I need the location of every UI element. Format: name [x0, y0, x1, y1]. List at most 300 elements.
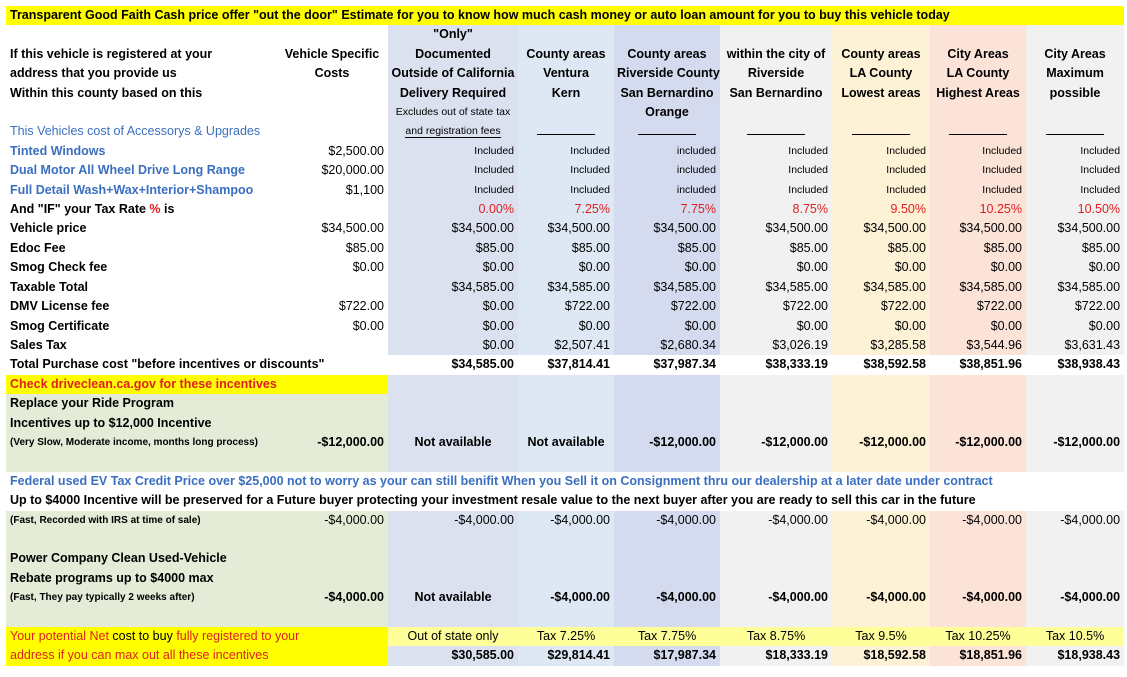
- table-cell: $2,680.34: [614, 336, 720, 355]
- table-cell: $34,585.00: [614, 278, 720, 297]
- table-cell: cost to buy: [112, 628, 177, 643]
- table-cell: $0.00: [614, 317, 720, 336]
- accessory-row: [6, 142, 1124, 161]
- table-cell: $722.00: [614, 297, 720, 316]
- table-cell: $37,814.41: [547, 357, 610, 372]
- table-cell: [388, 569, 518, 588]
- cost-row: [6, 258, 1124, 277]
- table-cell: $34,500.00: [388, 219, 518, 238]
- table-cell: -$4,000.00: [518, 588, 614, 607]
- table-cell: [832, 569, 930, 588]
- table-cell: [614, 452, 720, 471]
- table-cell: [388, 414, 518, 433]
- table-cell: [720, 25, 832, 44]
- table-cell: $18,851.96: [930, 646, 1026, 665]
- replace-ride-row: [6, 394, 1124, 413]
- table-cell: [720, 569, 832, 588]
- table-cell: Included: [930, 142, 1026, 161]
- table-cell: $85.00: [1026, 239, 1124, 258]
- total-row: [6, 355, 1124, 374]
- table-cell: $38,333.19: [765, 357, 828, 372]
- table-cell: $0.00: [388, 336, 518, 355]
- table-cell: [6, 627, 388, 646]
- table-cell: Tinted Windows: [10, 143, 106, 158]
- table-cell: [518, 394, 614, 413]
- table-cell: [832, 103, 930, 122]
- table-cell: $34,585.00: [518, 278, 614, 297]
- table-cell: [518, 549, 614, 568]
- table-cell: -$4,000.00: [1026, 588, 1124, 607]
- table-cell: $2,500.00: [328, 143, 384, 158]
- table-cell: Included: [388, 161, 518, 180]
- table-cell: [276, 278, 388, 297]
- table-cell: [6, 530, 388, 549]
- table-cell: Included: [518, 142, 614, 161]
- table-cell: -$12,000.00: [832, 433, 930, 452]
- table-cell: [614, 569, 720, 588]
- table-cell: [1026, 394, 1124, 413]
- table-cell: [6, 608, 388, 627]
- table-cell: [388, 375, 518, 394]
- table-cell: $722.00: [930, 297, 1026, 316]
- table-cell: [6, 452, 388, 471]
- table-cell: Included: [720, 161, 832, 180]
- table-cell: [276, 84, 388, 103]
- accessory-row: [6, 181, 1124, 200]
- table-cell: Replace your Ride Program: [6, 394, 388, 413]
- table-cell: $34,500.00: [720, 219, 832, 238]
- table-cell: [930, 414, 1026, 433]
- table-cell: Included: [518, 181, 614, 200]
- table-cell: San Bernardino: [720, 84, 832, 103]
- table-cell: $34,585.00: [930, 278, 1026, 297]
- table-cell: $722.00: [1026, 297, 1124, 316]
- table-cell: [930, 375, 1026, 394]
- table-cell: $0.00: [518, 317, 614, 336]
- table-cell: -$4,000.00: [518, 511, 614, 530]
- table-cell: [720, 103, 832, 122]
- table-cell: [6, 25, 276, 44]
- table-cell: Included: [930, 181, 1026, 200]
- table-cell: $3,026.19: [720, 336, 832, 355]
- table-cell: [1026, 569, 1124, 588]
- table-cell: $34,500.00: [930, 219, 1026, 238]
- table-cell: $85.00: [832, 239, 930, 258]
- table-cell: -$12,000.00: [276, 433, 388, 452]
- table-cell: Total Purchase cost "before incentives or discounts": [10, 357, 325, 372]
- cost-row: [6, 336, 1124, 355]
- table-cell: Riverside: [720, 64, 832, 83]
- table-cell: $38,851.96: [959, 357, 1022, 372]
- table-cell: [1026, 549, 1124, 568]
- table-cell: [388, 122, 518, 141]
- table-cell: Your potential Net: [10, 628, 113, 643]
- table-cell: $18,333.19: [720, 646, 832, 665]
- table-cell: [832, 394, 930, 413]
- table-cell: Outside of California: [388, 64, 518, 83]
- table-cell: $1,100: [345, 182, 384, 197]
- table-cell: [930, 549, 1026, 568]
- table-cell: $722.00: [518, 297, 614, 316]
- table-cell: -$4,000.00: [720, 511, 832, 530]
- table-cell: and registration fees: [405, 125, 501, 138]
- table-cell: Documented: [388, 45, 518, 64]
- table-cell: $0.00: [930, 258, 1026, 277]
- table-cell: Costs: [314, 66, 350, 81]
- table-cell: -$4,000.00: [720, 588, 832, 607]
- table-cell: $85.00: [614, 239, 720, 258]
- table-cell: $30,585.00: [388, 646, 518, 665]
- table-cell: [1026, 122, 1124, 141]
- table-cell: Smog Check fee: [10, 260, 108, 275]
- table-cell: Tax 7.75%: [614, 627, 720, 646]
- table-cell: $34,585.00: [388, 278, 518, 297]
- table-cell: Included: [1026, 142, 1124, 161]
- table-cell: $18,592.58: [832, 646, 930, 665]
- table-cell: [1026, 25, 1124, 44]
- cost-row: [6, 219, 1124, 238]
- table-cell: -$4,000.00: [832, 511, 930, 530]
- header-row: [6, 45, 1124, 64]
- table-cell: Rebate programs up to $4000 max: [6, 569, 388, 588]
- table-cell: [276, 336, 388, 355]
- table-cell: $0.00: [720, 258, 832, 277]
- table-cell: $0.00: [832, 258, 930, 277]
- table-cell: is: [160, 202, 175, 217]
- table-cell: LA County: [930, 64, 1026, 83]
- table-cell: Taxable Total: [10, 279, 89, 294]
- table-cell: [614, 122, 720, 141]
- table-cell: 10.25%: [930, 200, 1026, 219]
- accessories-heading: This Vehicles cost of Accessorys & Upgrades: [10, 124, 261, 139]
- table-cell: -$4,000.00: [614, 588, 720, 607]
- table-cell: [930, 103, 1026, 122]
- cost-row: [6, 278, 1124, 297]
- table-cell: Included: [1026, 161, 1124, 180]
- table-cell: [930, 452, 1026, 471]
- table-cell: Tax 7.25%: [518, 627, 614, 646]
- table-cell: $34,500.00: [321, 221, 384, 236]
- table-cell: [1026, 375, 1124, 394]
- table-cell: DMV License fee: [10, 299, 110, 314]
- table-cell: fully registered to your: [176, 628, 300, 643]
- table-cell: [1026, 103, 1124, 122]
- table-cell: If this vehicle is registered at your: [10, 46, 213, 61]
- table-cell: Edoc Fee: [10, 240, 66, 255]
- table-cell: Included: [518, 161, 614, 180]
- table-cell: $0.00: [518, 258, 614, 277]
- driveclean-link[interactable]: driveclean.ca.gov: [51, 376, 156, 391]
- table-cell: Included: [720, 181, 832, 200]
- table-cell: Tax 8.75%: [720, 627, 832, 646]
- table-cell: [518, 414, 614, 433]
- table-cell: San Bernardino: [614, 84, 720, 103]
- table-cell: [388, 549, 518, 568]
- table-cell: [614, 530, 720, 549]
- header-row: [6, 122, 1124, 141]
- table-cell: [518, 375, 614, 394]
- table-cell: [832, 25, 930, 44]
- table-cell: [614, 608, 720, 627]
- table-cell: [832, 375, 930, 394]
- replace-ride-row: [6, 414, 1124, 433]
- table-cell: $85.00: [388, 239, 518, 258]
- table-cell: [720, 394, 832, 413]
- table-cell: within the city of: [720, 45, 832, 64]
- table-cell: Power Company Clean Used-Vehicle: [6, 549, 388, 568]
- tax-rate-row: [6, 200, 1124, 219]
- net-cost-row: [6, 627, 1124, 646]
- table-cell: [930, 569, 1026, 588]
- table-cell: $0.00: [720, 317, 832, 336]
- table-cell: $0.00: [388, 317, 518, 336]
- table-cell: [832, 414, 930, 433]
- table-cell: -$12,000.00: [720, 433, 832, 452]
- table-cell: Federal used EV Tax Credit Price over $25,000 not to worry as your can still benifit When you Sell it on Consignment thru our dealership at a later date under contract: [10, 473, 993, 488]
- table-cell: -$12,000.00: [930, 433, 1026, 452]
- table-cell: Smog Certificate: [10, 318, 110, 333]
- table-cell: [1026, 452, 1124, 471]
- table-cell: $38,938.43: [1057, 357, 1121, 372]
- table-cell: [276, 122, 388, 141]
- table-cell: $34,585.00: [720, 278, 832, 297]
- table-cell: [720, 375, 832, 394]
- table-cell: LA County: [832, 64, 930, 83]
- table-cell: [518, 530, 614, 549]
- table-cell: included: [614, 181, 720, 200]
- table-cell: [6, 375, 388, 394]
- table-cell: Sales Tax: [10, 337, 67, 352]
- table-cell: Incentives up to $12,000 Incentive: [6, 414, 388, 433]
- cost-row: [6, 317, 1124, 336]
- table-cell: -$4,000.00: [832, 588, 930, 607]
- table-cell: -$4,000.00: [930, 588, 1026, 607]
- table-cell: for these incentives: [155, 376, 277, 391]
- table-cell: Maximum: [1026, 64, 1124, 83]
- table-cell: [388, 608, 518, 627]
- page-title: Transparent Good Faith Cash price offer "out the door" Estimate for you to know how much cash money or auto loan amount for you to buy this vehicle today: [6, 6, 1124, 25]
- table-cell: [720, 549, 832, 568]
- table-cell: $18,938.43: [1026, 646, 1124, 665]
- table-cell: 9.50%: [832, 200, 930, 219]
- table-cell: [832, 549, 930, 568]
- table-cell: County areas: [832, 45, 930, 64]
- table-cell: $34,500.00: [1026, 219, 1124, 238]
- table-cell: -$4,000.00: [930, 511, 1026, 530]
- table-cell: [614, 549, 720, 568]
- table-cell: $37,987.34: [653, 357, 716, 372]
- table-cell: [614, 394, 720, 413]
- table-cell: [518, 569, 614, 588]
- table-cell: [1026, 530, 1124, 549]
- table-cell: [720, 414, 832, 433]
- table-cell: Lowest areas: [832, 84, 930, 103]
- table-cell: [614, 375, 720, 394]
- net-cost-row: [6, 646, 1124, 665]
- header-row: [6, 25, 1124, 44]
- spacer-row: [6, 452, 1124, 471]
- table-cell: 0.00%: [388, 200, 518, 219]
- federal-credit-row: [6, 491, 1124, 510]
- table-cell: Not available: [518, 433, 614, 452]
- table-cell: And "IF" your Tax Rate: [10, 202, 150, 217]
- table-cell: [832, 452, 930, 471]
- header-row: [6, 84, 1124, 103]
- table-cell: -$4,000.00: [276, 588, 388, 607]
- table-cell: $3,544.96: [930, 336, 1026, 355]
- table-cell: [6, 200, 276, 219]
- table-cell: Included: [388, 181, 518, 200]
- table-cell: $0.00: [352, 318, 384, 333]
- table-cell: $85.00: [930, 239, 1026, 258]
- table-cell: $34,585.00: [1026, 278, 1124, 297]
- federal-credit-row: [6, 511, 1124, 530]
- table-cell: [1026, 608, 1124, 627]
- table-cell: $34,585.00: [451, 357, 514, 372]
- table-cell: $0.00: [832, 317, 930, 336]
- header-row: [6, 64, 1124, 83]
- estimate-table: [6, 6, 1124, 666]
- table-cell: $0.00: [1026, 258, 1124, 277]
- table-cell: [388, 394, 518, 413]
- table-cell: [1026, 414, 1124, 433]
- table-cell: Included: [388, 142, 518, 161]
- header-row: [6, 103, 1124, 122]
- table-cell: -$4,000.00: [388, 511, 518, 530]
- table-cell: address that you provide us: [10, 66, 177, 81]
- table-cell: City Areas: [930, 45, 1026, 64]
- table-cell: [518, 608, 614, 627]
- table-cell: Vehicle Specific: [284, 46, 380, 61]
- table-cell: Orange: [614, 103, 720, 122]
- table-cell: [388, 452, 518, 471]
- table-cell: Dual Motor All Wheel Drive Long Range: [10, 163, 245, 178]
- table-cell: included: [614, 161, 720, 180]
- table-cell: [930, 530, 1026, 549]
- table-cell: $2,507.41: [518, 336, 614, 355]
- table-cell: $0.00: [352, 260, 384, 275]
- table-cell: $722.00: [720, 297, 832, 316]
- table-cell: County areas: [518, 45, 614, 64]
- table-cell: -$12,000.00: [614, 433, 720, 452]
- table-cell: $20,000.00: [321, 163, 384, 178]
- table-cell: -$4,000.00: [1026, 511, 1124, 530]
- table-cell: [6, 103, 276, 122]
- table-cell: $3,285.58: [832, 336, 930, 355]
- table-cell: Vehicle price: [10, 221, 87, 236]
- table-cell: [276, 25, 388, 44]
- table-cell: $29,814.41: [518, 646, 614, 665]
- table-cell: $34,585.00: [832, 278, 930, 297]
- table-cell: Excludes out of state tax: [388, 103, 518, 122]
- table-cell: address if you can max out all these incentives: [6, 646, 388, 665]
- table-cell: [832, 122, 930, 141]
- accessory-row: [6, 161, 1124, 180]
- table-cell: Riverside County: [614, 64, 720, 83]
- table-cell: "Only": [388, 25, 518, 44]
- table-cell: included: [614, 142, 720, 161]
- table-cell: [720, 608, 832, 627]
- table-cell: Kern: [518, 84, 614, 103]
- table-cell: -$4,000.00: [276, 511, 388, 530]
- table-cell: $85.00: [345, 240, 384, 255]
- table-cell: $85.00: [518, 239, 614, 258]
- table-cell: -$4,000.00: [614, 511, 720, 530]
- table-cell: [276, 200, 388, 219]
- table-cell: Included: [930, 161, 1026, 180]
- table-cell: $722.00: [832, 297, 930, 316]
- spacer-row: [6, 608, 1124, 627]
- table-cell: $0.00: [930, 317, 1026, 336]
- table-cell: $85.00: [720, 239, 832, 258]
- table-cell: Check: [10, 376, 51, 391]
- table-cell: 7.75%: [614, 200, 720, 219]
- table-cell: Tax 10.25%: [930, 627, 1026, 646]
- power-rebate-row: [6, 588, 1124, 607]
- table-cell: Tax 10.5%: [1026, 627, 1124, 646]
- table-cell: 10.50%: [1026, 200, 1124, 219]
- table-cell: Not available: [388, 433, 518, 452]
- title-row: [6, 6, 1124, 25]
- table-cell: [614, 25, 720, 44]
- table-cell: [518, 452, 614, 471]
- table-cell: City Areas: [1026, 45, 1124, 64]
- table-cell: $722.00: [338, 299, 384, 314]
- table-cell: %: [149, 202, 161, 217]
- table-cell: [276, 103, 388, 122]
- table-cell: Delivery Required: [388, 84, 518, 103]
- table-cell: County areas: [614, 45, 720, 64]
- table-cell: Up to $4000 Incentive will be preserved for a Future buyer protecting your investment resale value to the next buyer after you are ready to sell this car in the future: [10, 493, 976, 508]
- check-incentives-row: [6, 375, 1124, 394]
- table-cell: $17,987.34: [614, 646, 720, 665]
- table-cell: Included: [720, 142, 832, 161]
- table-cell: (Very Slow, Moderate income, months long process): [6, 433, 276, 452]
- power-rebate-row: [6, 569, 1124, 588]
- table-cell: [930, 122, 1026, 141]
- table-cell: $0.00: [614, 258, 720, 277]
- table-cell: (Fast, Recorded with IRS at time of sale): [6, 511, 276, 530]
- table-cell: $38,592.58: [863, 357, 926, 372]
- table-cell: [720, 452, 832, 471]
- table-cell: $34,500.00: [832, 219, 930, 238]
- table-cell: Highest Areas: [930, 84, 1026, 103]
- table-cell: 8.75%: [720, 200, 832, 219]
- federal-credit-row: [6, 472, 1124, 491]
- table-cell: Included: [1026, 181, 1124, 200]
- table-cell: [930, 25, 1026, 44]
- table-cell: Within this county based on this: [10, 85, 203, 100]
- table-cell: Not available: [388, 588, 518, 607]
- cost-row: [6, 297, 1124, 316]
- table-cell: [930, 608, 1026, 627]
- table-cell: [388, 530, 518, 549]
- table-cell: Tax 9.5%: [832, 627, 930, 646]
- table-cell: Included: [832, 161, 930, 180]
- table-cell: $0.00: [388, 258, 518, 277]
- table-cell: $3,631.43: [1026, 336, 1124, 355]
- table-cell: $34,500.00: [614, 219, 720, 238]
- table-cell: [518, 103, 614, 122]
- table-cell: -$12,000.00: [1026, 433, 1124, 452]
- replace-ride-row: [6, 433, 1124, 452]
- table-cell: [720, 530, 832, 549]
- table-cell: [832, 608, 930, 627]
- table-cell: [518, 25, 614, 44]
- table-cell: [832, 530, 930, 549]
- table-cell: $0.00: [388, 297, 518, 316]
- table-cell: $0.00: [1026, 317, 1124, 336]
